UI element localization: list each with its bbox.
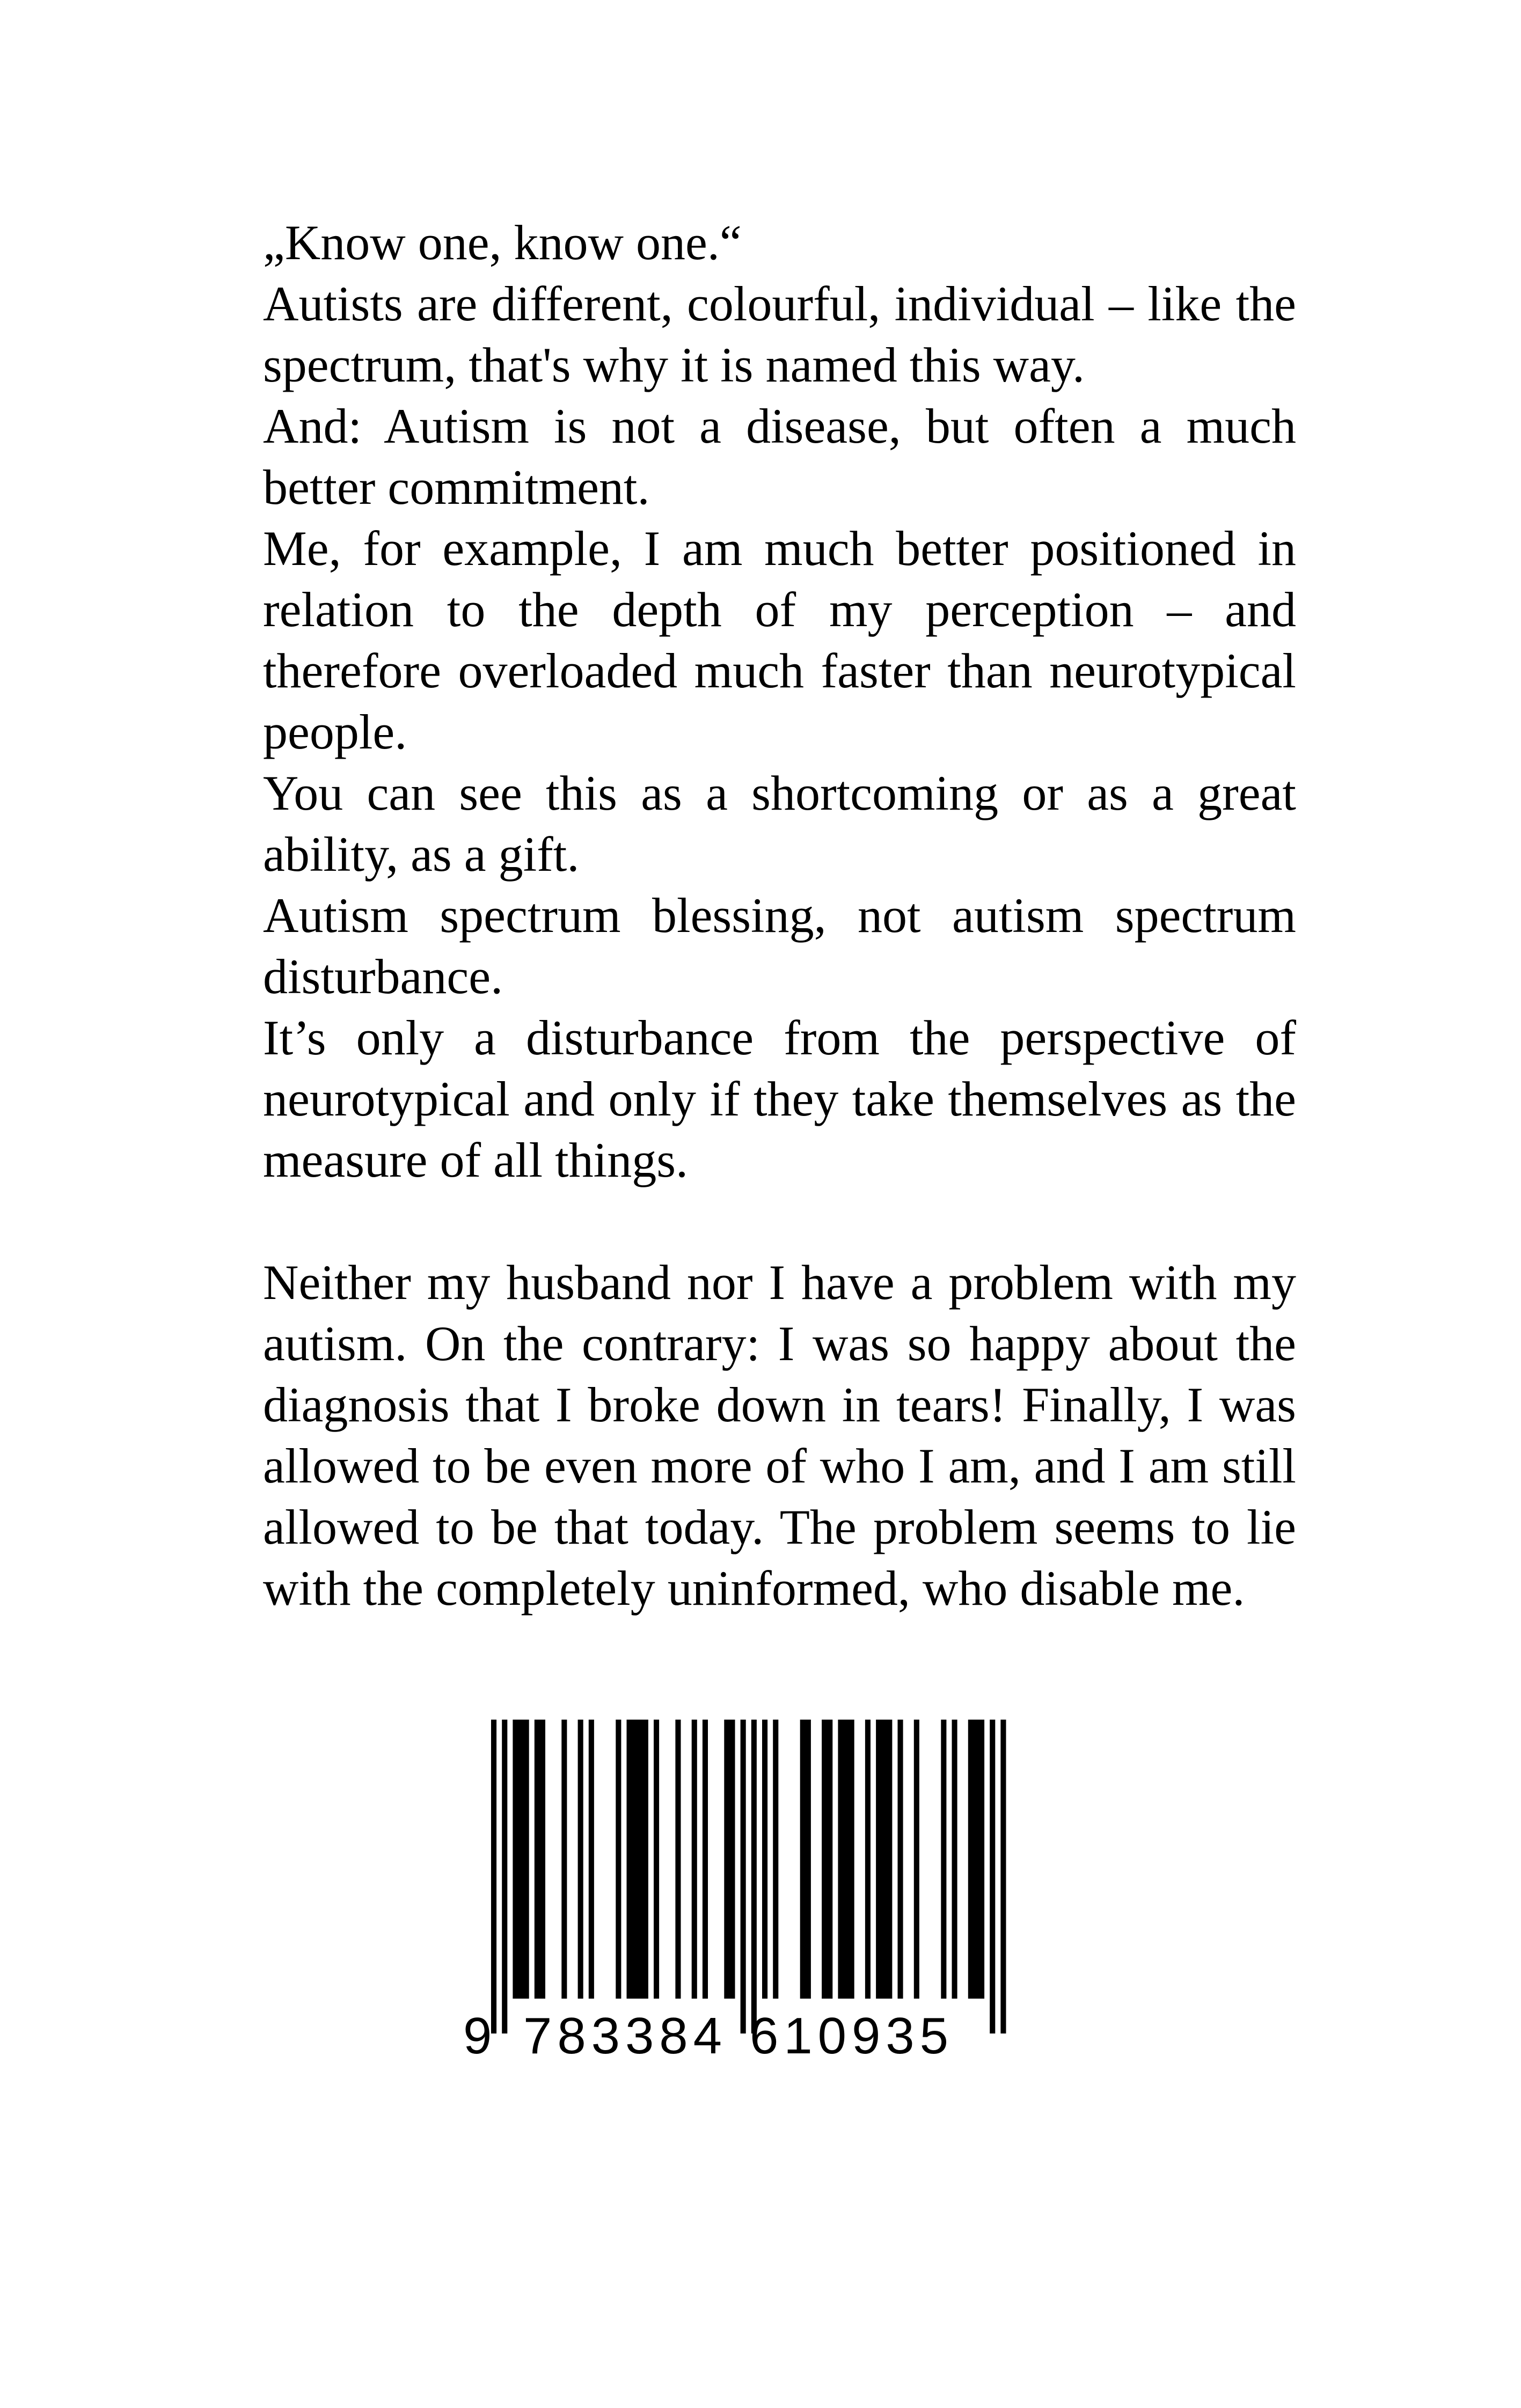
barcode-right-digits: 610935 <box>750 2007 948 2063</box>
barcode-bar <box>800 1720 811 1999</box>
barcode-bar <box>822 1720 832 1999</box>
blurb-paragraph: It’s only a disturbance from the perspective of neurotypical and only if they take themselves as the measure of all things. <box>263 1010 1296 1187</box>
barcode-bar <box>941 1720 946 1999</box>
blurb-paragraph: Autism spectrum blessing, not autism spectrum disturbance. <box>263 888 1296 1004</box>
blurb-paragraph: And: Autism is not a disease, but often a much better commitment. <box>263 399 1296 515</box>
barcode-bars <box>491 1720 1006 2033</box>
barcode-guard-bar <box>502 1720 507 2033</box>
barcode-bar <box>703 1720 708 1999</box>
barcode-bar <box>692 1720 697 1999</box>
barcode-bar <box>513 1720 529 1999</box>
barcode-left-digits: 783384 <box>523 2007 722 2063</box>
barcode-bar <box>578 1720 583 1999</box>
barcode-bar <box>616 1720 621 1999</box>
barcode-bar <box>773 1720 778 1999</box>
barcode-guard-bar <box>990 1720 995 2033</box>
isbn-barcode <box>459 1720 1022 2063</box>
blurb-paragraph: You can see this as a shortcoming or as a great ability, as a gift. <box>263 766 1296 882</box>
blurb-text <box>263 212 1296 1619</box>
barcode-bar <box>589 1720 594 1999</box>
blurb-paragraph-personal: Neither my husband nor I have a problem with my autism. On the contrary: I was so happy about the diagnosis that I broke down in tears! Finally, I was allowed to be even more of who I am, and I am still allowed to be that today. The problem seems to lie with the completely uninformed, who disable me. <box>263 1255 1296 1616</box>
barcode-bar <box>898 1720 903 1999</box>
barcode-graphic <box>459 1720 1022 2063</box>
blurb-paragraph: Autists are different, colourful, individual – like the spectrum, that's why it is named this way. <box>263 276 1296 392</box>
barcode-bar <box>968 1720 984 1999</box>
barcode-guard-bar <box>751 1720 757 2033</box>
barcode-first-digit: 9 <box>463 2007 492 2063</box>
barcode-bar <box>675 1720 681 1999</box>
barcode-bar <box>535 1720 545 1999</box>
barcode-bar <box>914 1720 919 1999</box>
barcode-bar <box>762 1720 767 1999</box>
barcode-bar <box>724 1720 735 1999</box>
barcode-guard-bar <box>491 1720 496 2033</box>
barcode-bar <box>627 1720 648 1999</box>
barcode-guard-bar <box>1000 1720 1006 2033</box>
barcode-bar <box>654 1720 659 1999</box>
barcode-bar <box>838 1720 854 1999</box>
blurb-paragraph: Me, for example, I am much better positioned in relation to the depth of my perception – and therefore overloaded much faster than neurotypical people. <box>263 521 1296 759</box>
blurb-line-quote: „Know one, know one.“ <box>263 215 742 270</box>
barcode-bar <box>876 1720 892 1999</box>
barcode-bar <box>952 1720 957 1999</box>
barcode-bar <box>561 1720 567 1999</box>
barcode-bar <box>865 1720 871 1999</box>
barcode-guard-bar <box>741 1720 746 2033</box>
